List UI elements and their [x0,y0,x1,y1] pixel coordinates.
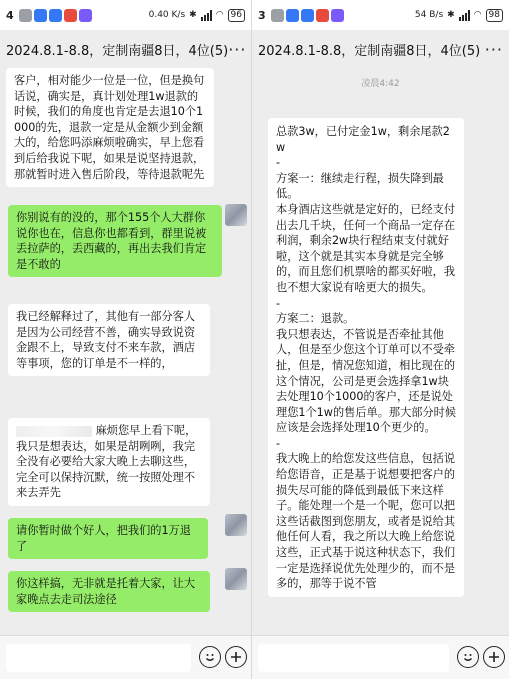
input-bar [252,635,509,679]
message-input[interactable] [6,644,191,672]
smile-face-icon[interactable] [199,646,221,668]
avatar[interactable] [225,568,247,590]
wifi-icon: ◠ [215,10,224,20]
message-bubble [8,418,210,506]
message-line: 我只想表达，不管说是否牵扯其他人，但是至少您这个订单可以不受牵扯，但是，情况您知道，相比现在的这个情况，公司是更会选择拿1w块去处理10个1000的客户，还是说处理您1个1w的售后单。那大部分时候应该是会选择处理10个更少的。 [276,327,457,435]
message-line: 总款3w，已付定金1w，剩余尾款2w [276,125,450,154]
bluetooth-icon: ✱ [447,10,455,20]
app-notif-icon [34,9,47,22]
app-notif-icon [79,9,92,22]
wifi-icon: ◠ [473,10,482,20]
bluetooth-icon: ✱ [189,10,197,20]
message-bubble [8,304,210,376]
avatar[interactable] [225,514,247,536]
signal-icon [459,10,470,21]
message-text: 我已经解释过了，其他有一部分客人是因为公司经营不善，确实导致说资金跟不上，导致支付不来车款，酒店等事项，您的订单是不一样的， [16,310,196,370]
right-chat-window [251,0,509,679]
status-time: 4 [6,8,14,22]
chat-title-bar [0,30,251,68]
message-list [252,68,509,635]
message-line: 我大晚上的给您发这些信息，包括说给您语音，正是基于说想要把客户的损失尽可能的降低到最低下来这样子。能处理一个是一个呢，您可以把这些话截图到您朋友，或者是说给其他任何人看，我之所以大晚上给您说这些，正式基于说这种状态下，我们一定是选择说优先处理少的，而不是多的，那等于说不管 [276,452,456,591]
message-bubble-mine [8,518,208,559]
chat-title-bar [252,30,509,68]
status-right [149,9,245,22]
chat-title: 2024.8.1-8.8，定制南疆8日，4位(5) [6,43,229,59]
message-bubble [6,68,214,187]
message-text: 你这样搞，无非就是托着大家，让大家晚点去走司法途径 [16,577,196,606]
net-speed: 0.40 K/s [148,10,186,20]
avatar[interactable] [225,204,247,226]
message-bubble-mine [8,205,222,277]
status-bar [0,0,251,30]
app-notif-icon [286,9,299,22]
battery-icon: 98 [486,9,503,22]
signal-icon [201,10,212,21]
app-notif-icon [64,9,77,22]
message-bubble-mine [8,571,210,612]
message-text: 客户，相对能少一位是一位，但是换句话说，确实是，真计划处理1w退款的时候，我们的角度也肯定是去退10个1000的先，退款一定是从金额少到金额大的，给您吗添麻烦啦确实，早上您看到后给我说下呢，如果是说坚持退款，那就暂时进入售后阶段，等待退款呢先 [14,74,205,181]
message-line: 方案一：继续走行程，损失降到最低。 [276,171,444,201]
message-line: - [276,156,281,170]
notification-icons [19,9,92,22]
app-notif-icon [316,9,329,22]
message-text: 你别说有的没的，那个155个人大群你说你也在，信息你也都看到，群里说被丢拉萨的，丢西藏的，再出去我们肯定是不敢的 [16,211,207,271]
message-line: - [276,296,281,310]
message-list [0,68,251,635]
app-notif-icon [271,9,284,22]
message-text: 请你暂时做个好人，把我们的1万退了 [16,524,191,553]
timestamp-note: 凌晨4:42 [361,79,400,89]
input-bar [0,635,251,679]
battery-icon: 96 [228,9,245,22]
plus-circle-icon[interactable] [483,646,505,668]
app-notif-icon [301,9,314,22]
chat-title: 2024.8.1-8.8，定制南疆8日，4位(5) [258,43,481,59]
status-time: 3 [258,8,266,22]
message-line: - [276,436,281,450]
message-line: 方案二：退款。 [276,312,355,326]
smile-face-icon[interactable] [457,646,479,668]
message-bubble [268,118,464,597]
status-bar [252,0,509,30]
app-notif-icon [19,9,32,22]
app-notif-icon [49,9,62,22]
plus-circle-icon[interactable] [225,646,247,668]
message-input[interactable] [258,644,449,672]
status-right [415,9,503,22]
more-dots-icon[interactable]: ··· [228,39,247,59]
left-chat-window [0,0,251,679]
notification-icons [271,9,344,22]
message-text: 麻烦您早上看下呢，我只是想表达，如果是胡咧咧，我完全没有必要给大家大晚上去聊这些，完全可以保持沉默，统一按照处理不来去弄先 [16,424,197,500]
app-notif-icon [331,9,344,22]
redacted-name [16,426,92,437]
message-line: 本身酒店这些就是定好的，已经支付出去几千块，任何一个商品一定存在利润，剩余2w块行程结束支付就好啦，这个就是其实本身就是完全够的，而且您们机票啥的都买好啦，我也不想大家说有啥更大的损失。 [276,202,456,294]
net-speed: 54 B/s [414,10,444,20]
more-dots-icon[interactable]: ··· [484,39,503,59]
